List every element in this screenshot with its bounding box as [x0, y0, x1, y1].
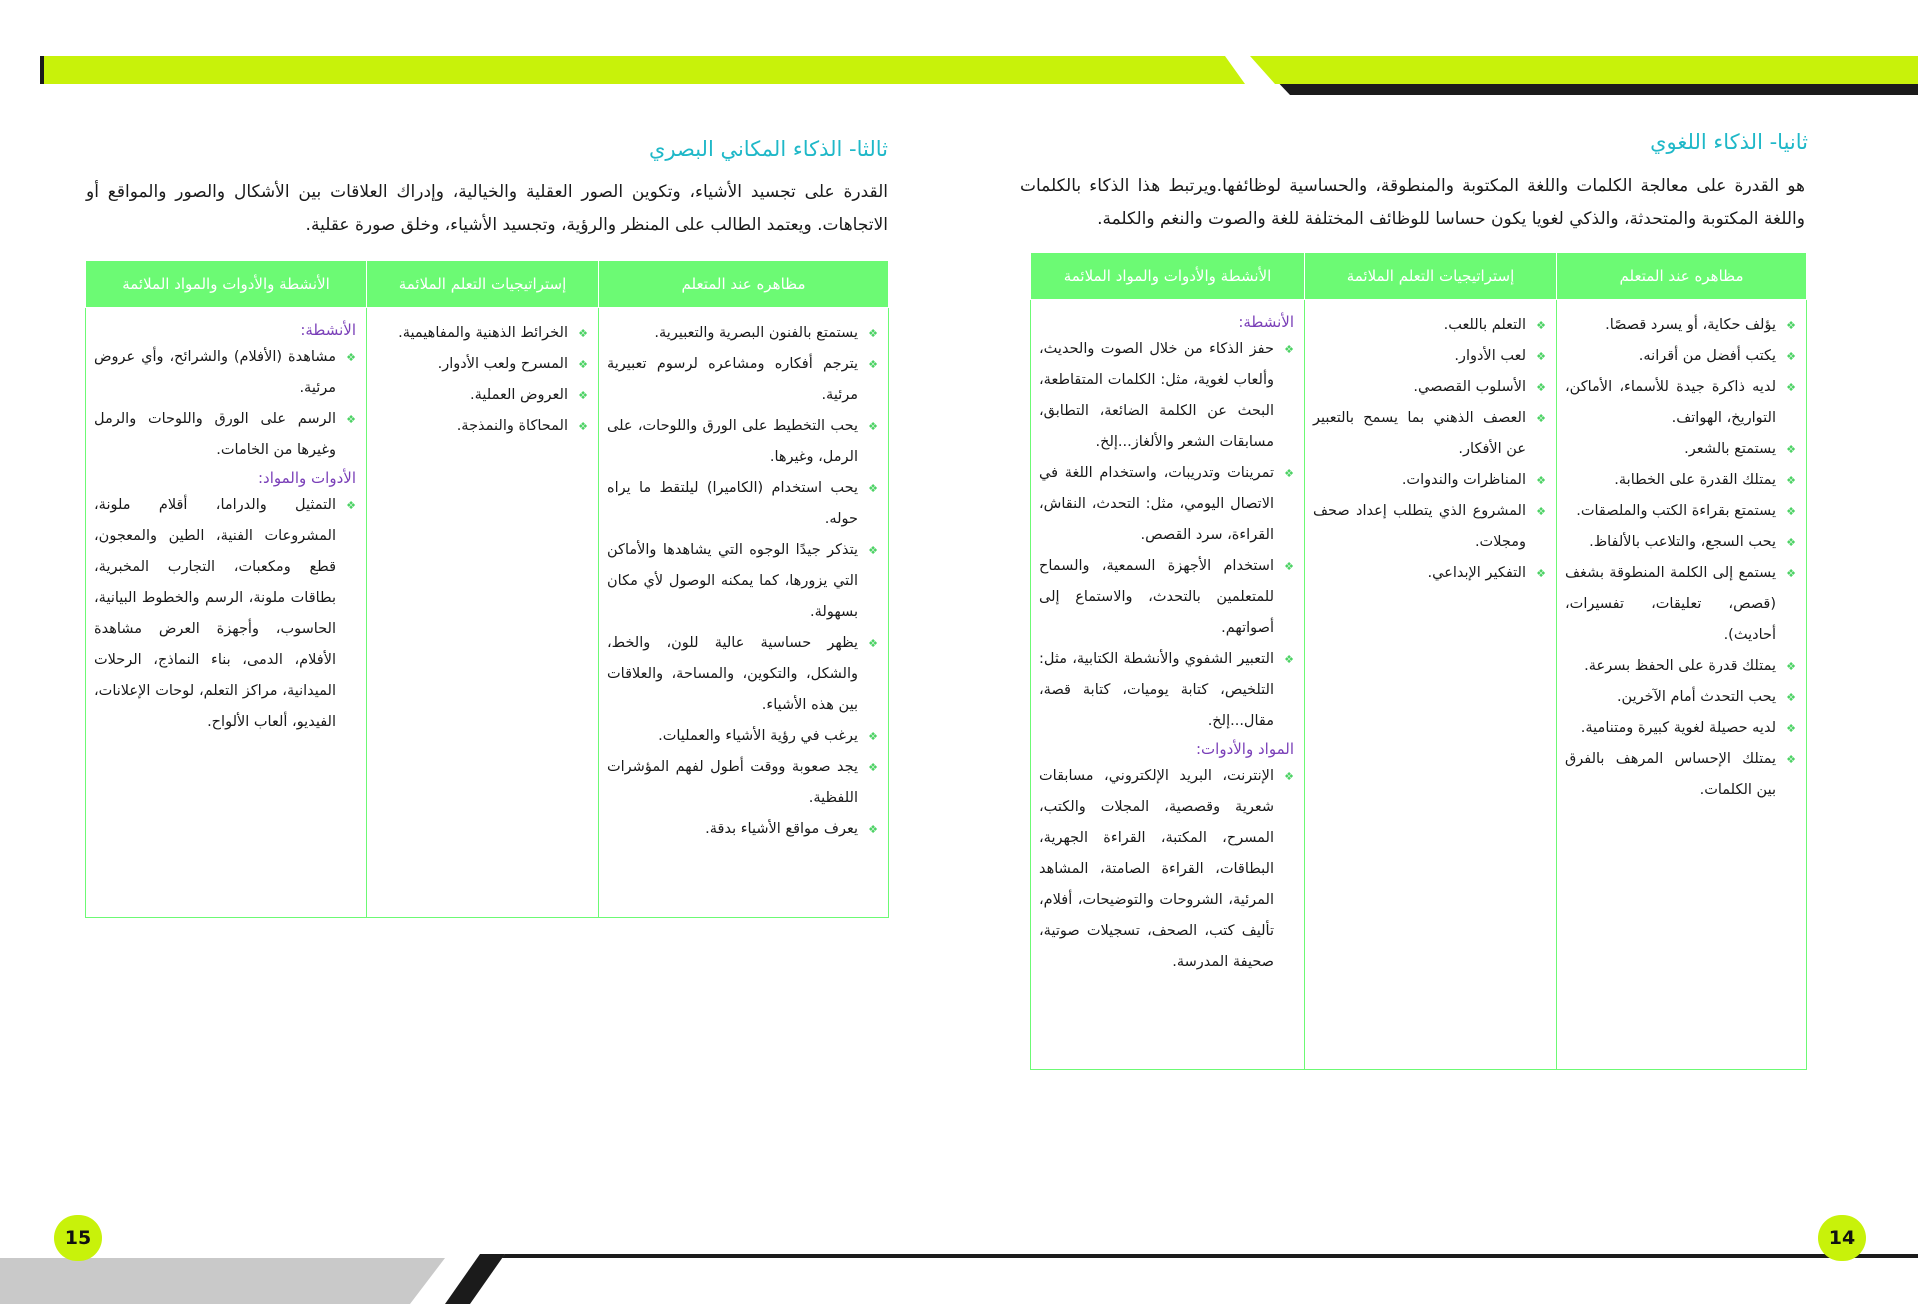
list-item: ❖ يؤلف حكاية، أو يسرد قصصًا. — [1565, 310, 1796, 341]
bullet-icon: ❖ — [1786, 319, 1796, 332]
list-item: ❖ المسرح ولعب الأدوار. — [375, 349, 588, 380]
bullet-icon: ❖ — [1284, 343, 1294, 356]
bullet-icon: ❖ — [1786, 722, 1796, 735]
list-item: ❖ حفز الذكاء من خلال الصوت والحديث، وألعاب لغوية، مثل: الكلمات المتقاطعة، البحث عن الكلمة الضائعة، التطابق، مسابقات الشعر والألغاز...إلخ. — [1039, 334, 1294, 458]
bottom-banner-grey — [0, 1258, 445, 1304]
bullet-icon: ❖ — [1536, 474, 1546, 487]
left-section-title: ثالثا- الذكاء المكاني البصري — [648, 137, 888, 161]
list-item: ❖ يحب التخطيط على الورق واللوحات، على الرمل، وغيرها. — [607, 411, 878, 473]
page-number-left: 15 — [54, 1215, 102, 1261]
list-item: ❖ يمتلك الإحساس المرهف بالفرق بين الكلمات. — [1565, 744, 1796, 806]
bottom-banner-dark-line — [502, 1254, 1918, 1258]
bullet-icon: ❖ — [1536, 567, 1546, 580]
bullet-icon: ❖ — [1786, 443, 1796, 456]
list-item: ❖ التمثيل والدراما، أقلام ملونة، المشروعات الفنية، الطين والمعجون، قطع ومكعبات، التجارب المخبرية، بطاقات ملونة، الرسم والخطوط البيانية، الحاسوب، وأجهزة العرض مشاهدة الأفلام، الدمى، بناء النماذج، الرحلات الميدانية، مراكز التعلم، لوحات الإعلانات، الفيديو، ألعاب الألواح. — [94, 490, 356, 738]
list-item: ❖ يستمتع بالفنون البصرية والتعبيرية. — [607, 318, 878, 349]
bullet-icon: ❖ — [1284, 467, 1294, 480]
list-item: ❖ الرسم على الورق واللوحات والرمل وغيرها من الخامات. — [94, 404, 356, 466]
bullet-icon: ❖ — [1284, 560, 1294, 573]
list-item: ❖ يرغب في رؤية الأشياء والعمليات. — [607, 721, 878, 752]
list-item: ❖ الخرائط الذهنية والمفاهيمية. — [375, 318, 588, 349]
top-banner-left-lime — [40, 56, 1245, 84]
list-item: ❖ يستمتع بالشعر. — [1565, 434, 1796, 465]
list-item: ❖ مشاهدة (الأفلام) والشرائح، وأي عروض مرئية. — [94, 342, 356, 404]
list-item: ❖ يتذكر جيدًا الوجوه التي يشاهدها والأماكن التي يزورها، كما يمكنه الوصول لأي مكان بسهولة. — [607, 535, 878, 628]
right-section-title: ثانيا- الذكاء اللغوي — [1650, 130, 1808, 154]
materials-subheading: الأدوات والمواد: — [257, 469, 356, 487]
bullet-icon: ❖ — [578, 358, 588, 371]
right-col-strategies — [1305, 300, 1557, 1070]
left-header-manifestations: مظاهره عند المتعلم — [599, 261, 889, 308]
bullet-icon: ❖ — [1284, 770, 1294, 783]
bottom-banner-dark-slash — [445, 1254, 505, 1304]
left-header-activities: الأنشطة والأدوات والمواد الملائمة — [86, 261, 367, 308]
bullet-icon: ❖ — [868, 544, 878, 557]
left-col-manifestations — [599, 308, 889, 918]
bullet-icon: ❖ — [1536, 412, 1546, 425]
bullet-icon: ❖ — [868, 823, 878, 836]
left-intro-paragraph: القدرة على تجسيد الأشياء، وتكوين الصور العقلية والخيالية، وإدراك العلاقات بين الأشكال والصور والمواقع أو الاتجاهات. ويعتمد الطالب على المنظر والرؤية، وتجسيد الأشياء، وخلق صورة عقلية. — [86, 182, 888, 235]
bullet-icon: ❖ — [578, 420, 588, 433]
list-item: ❖ يظهر حساسية عالية للون، والخط، والشكل، والتكوين، والمساحة، والعلاقات بين هذه الأشياء. — [607, 628, 878, 721]
bullet-icon: ❖ — [1786, 505, 1796, 518]
list-item: ❖ يترجم أفكاره ومشاعره لرسوم تعبيرية مرئية. — [607, 349, 878, 411]
list-item: ❖ المحاكاة والنمذجة. — [375, 411, 588, 442]
top-banner — [0, 0, 1918, 100]
list-item: ❖ يحب التحدث أمام الآخرين. — [1565, 682, 1796, 713]
bullet-icon: ❖ — [1786, 567, 1796, 580]
bullet-icon: ❖ — [578, 389, 588, 402]
list-item: ❖ العصف الذهني بما يسمح بالتعبير عن الأفكار. — [1313, 403, 1546, 465]
top-banner-left-shade — [40, 56, 44, 84]
bullet-icon: ❖ — [1786, 350, 1796, 363]
bullet-icon: ❖ — [868, 637, 878, 650]
left-intelligence-table — [85, 260, 889, 918]
bullet-icon: ❖ — [1786, 660, 1796, 673]
top-banner-right-lime — [1250, 56, 1918, 84]
list-item: ❖ يحب استخدام (الكاميرا) ليلتقط ما يراه حوله. — [607, 473, 878, 535]
right-col-manifestations — [1557, 300, 1807, 1070]
activities-subheading: الأنشطة: — [300, 321, 356, 339]
right-header-manifestations: مظاهره عند المتعلم — [1557, 253, 1807, 300]
list-item: ❖ الإنترنت، البريد الإلكتروني، مسابقات شعرية وقصصية، المجلات والكتب، المسرح، المكتبة، القراءة الجهرية، البطاقات، القراءة الصامتة، المشاهد المرئية، الشروحات والتوضيحات، أفلام، تأليف كتب، الصحف، تسجيلات صوتية، صحيفة المدرسة. — [1039, 761, 1294, 978]
list-item: ❖ يحب السجع، والتلاعب بالألفاظ. — [1565, 527, 1796, 558]
list-item: ❖ يكتب أفضل من أقرانه. — [1565, 341, 1796, 372]
bullet-icon: ❖ — [1786, 753, 1796, 766]
list-item: ❖ يستمع إلى الكلمة المنطوقة بشغف (قصص، تعليقات، تفسيرات، أحاديث). — [1565, 558, 1796, 651]
right-header-activities: الأنشطة والأدوات والمواد الملائمة — [1031, 253, 1305, 300]
bottom-banner — [0, 1240, 1918, 1304]
right-col-activities — [1031, 300, 1305, 1070]
bullet-icon: ❖ — [346, 413, 356, 426]
left-header-strategies: إستراتيجيات التعلم الملائمة — [367, 261, 599, 308]
list-item: ❖ يستمتع بقراءة الكتب والملصقات. — [1565, 496, 1796, 527]
list-item: ❖ لديه ذاكرة جيدة للأسماء، الأماكن، التواريخ، الهواتف. — [1565, 372, 1796, 434]
bullet-icon: ❖ — [1536, 319, 1546, 332]
bullet-icon: ❖ — [578, 327, 588, 340]
right-intelligence-table — [1030, 252, 1807, 1070]
left-col-activities — [86, 308, 367, 918]
bullet-icon: ❖ — [1536, 505, 1546, 518]
list-item: ❖ التعبير الشفوي والأنشطة الكتابية، مثل: التلخيص، كتابة يوميات، كتابة قصة، مقال...إلخ. — [1039, 644, 1294, 737]
bullet-icon: ❖ — [868, 482, 878, 495]
list-item: ❖ يمتلك قدرة على الحفظ بسرعة. — [1565, 651, 1796, 682]
list-item: ❖ الأسلوب القصصي. — [1313, 372, 1546, 403]
list-item: ❖ يمتلك القدرة على الخطابة. — [1565, 465, 1796, 496]
bullet-icon: ❖ — [868, 730, 878, 743]
bullet-icon: ❖ — [1536, 381, 1546, 394]
bullet-icon: ❖ — [1536, 350, 1546, 363]
list-item: ❖ تمرينات وتدريبات، واستخدام اللغة في الاتصال اليومي، مثل: التحدث، النقاش، القراءة، سرد القصص. — [1039, 458, 1294, 551]
bullet-icon: ❖ — [868, 358, 878, 371]
bullet-icon: ❖ — [346, 351, 356, 364]
bullet-icon: ❖ — [1284, 653, 1294, 666]
list-item: ❖ التعلم باللعب. — [1313, 310, 1546, 341]
activities-subheading: الأنشطة: — [1238, 313, 1294, 331]
list-item: ❖ يجد صعوبة ووقت أطول لفهم المؤشرات اللفظية. — [607, 752, 878, 814]
materials-subheading: المواد والأدوات: — [1195, 740, 1294, 758]
list-item: ❖ العروض العملية. — [375, 380, 588, 411]
list-item: ❖ استخدام الأجهزة السمعية، والسماح للمتعلمين بالتحدث، والاستماع إلى أصواتهم. — [1039, 551, 1294, 644]
right-intro-paragraph: هو القدرة على معالجة الكلمات واللغة المكتوبة والمنطوقة، والحساسية لوظائفها.ويرتبط هذا الذكاء بالكلمات واللغة المكتوبة والمتحدثة، والذكي لغويا يكون حساسا للوظائف المختلفة للغة والصوت والنغم والكلمة. — [1020, 176, 1805, 229]
list-item: ❖ التفكير الإبداعي. — [1313, 558, 1546, 589]
bullet-icon: ❖ — [1786, 691, 1796, 704]
bullet-icon: ❖ — [1786, 474, 1796, 487]
page-number-right: 14 — [1818, 1215, 1866, 1261]
bullet-icon: ❖ — [1786, 536, 1796, 549]
bullet-icon: ❖ — [868, 327, 878, 340]
left-col-strategies — [367, 308, 599, 918]
right-header-strategies: إستراتيجيات التعلم الملائمة — [1305, 253, 1557, 300]
list-item: ❖ لعب الأدوار. — [1313, 341, 1546, 372]
bullet-icon: ❖ — [868, 761, 878, 774]
bullet-icon: ❖ — [868, 420, 878, 433]
list-item: ❖ لديه حصيلة لغوية كبيرة ومتنامية. — [1565, 713, 1796, 744]
bullet-icon: ❖ — [346, 499, 356, 512]
bullet-icon: ❖ — [1786, 381, 1796, 394]
list-item: ❖ المناظرات والندوات. — [1313, 465, 1546, 496]
list-item: ❖ يعرف مواقع الأشياء بدقة. — [607, 814, 878, 845]
list-item: ❖ المشروع الذي يتطلب إعداد صحف ومجلات. — [1313, 496, 1546, 558]
